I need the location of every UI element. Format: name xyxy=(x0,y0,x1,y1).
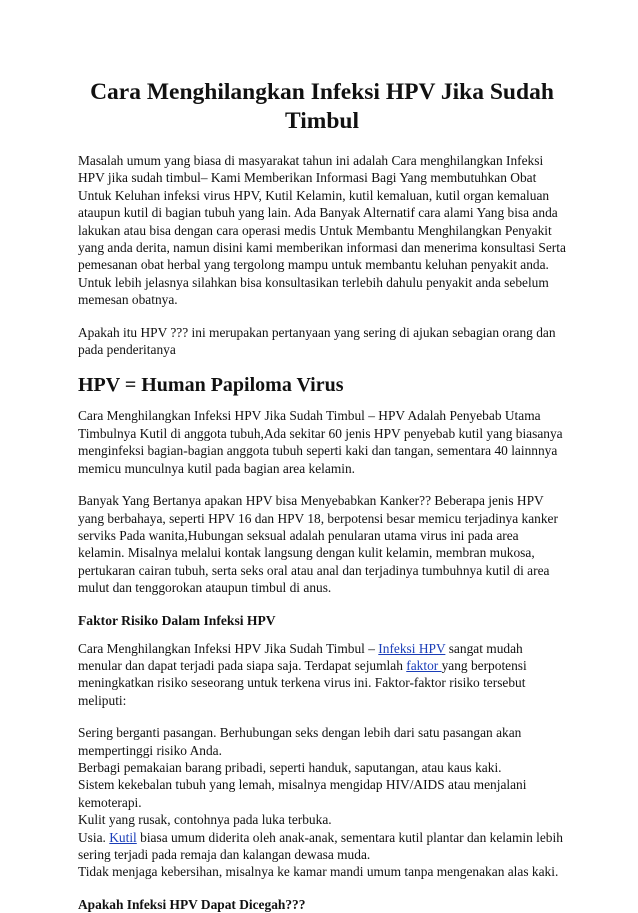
risk-factor-list xyxy=(78,724,566,881)
hpv-section-heading: HPV = Human Papiloma Virus xyxy=(78,374,344,397)
risk-item: Sering berganti pasangan. Berhubungan seks dengan lebih dari satu pasangan akan mempertinggi risiko Anda. xyxy=(78,725,522,758)
risk-item: Sistem kekebalan tubuh yang lemah, misalnya mengidap HIV/AIDS atau menjalani kemoterapi. xyxy=(78,777,527,810)
risk-item-text: biasa umum diderita oleh anak-anak, sementara kutil plantar dan kelamin lebih sering terjadi pada remaja dan kalangan dewasa muda. xyxy=(78,829,563,862)
risk-section-heading: Faktor Risiko Dalam Infeksi HPV xyxy=(78,612,276,628)
risk-item: Kulit yang rusak, contohnya pada luka terbuka. xyxy=(78,812,332,828)
risk-intro-text-3: yang berpotensi meningkatkan risiko seseorang untuk terkena virus ini. Faktor-faktor risiko tersebut meliputi: xyxy=(78,657,527,708)
infeksi-hpv-link[interactable]: Infeksi HPV xyxy=(378,640,446,656)
risk-item: Berbagi pemakaian barang pribadi, seperti handuk, saputangan, atau kaus kaki. xyxy=(78,759,502,775)
page-title: Cara Menghilangkan Infeksi HPV Jika Sudah Timbul xyxy=(90,79,554,134)
risk-intro-text-1: Cara Menghilangkan Infeksi HPV Jika Sudah Timbul – xyxy=(78,640,379,656)
hpv-paragraph-1: Cara Menghilangkan Infeksi HPV Jika Sudah Timbul – HPV Adalah Penyebab Utama Timbulnya Kutil di anggota tubuh,Ada sekitar 60 jenis HPV penyebab kutil yang biasanya menginfeksi bagian-bagian anggota tubuh seperti kaki dan tangan, sementara 40 lainnnya memicu munculnya kutil pada bagian area kelamin. xyxy=(78,408,563,476)
kutil-link[interactable]: Kutil xyxy=(109,829,137,845)
risk-item: Tidak menjaga kebersihan, misalnya ke kamar mandi umum tanpa mengenakan alas kaki. xyxy=(78,864,559,880)
risk-item xyxy=(78,829,566,864)
hpv-paragraph-2: Banyak Yang Bertanya apakan HPV bisa Menyebabkan Kanker?? Beberapa jenis HPV yang berbahaya, seperti HPV 16 dan HPV 18, berpotensi besar memicu terjadinya kanker serviks Pada wanita,Hubungan seksual adalah penularan utama virus ini pada area kelamin. Misalnya melalui kontak langsung dengan kulit kelamin, membran mukosa, pertukaran cairan tubuh, serta seks oral atau anal dan terjadinya tumbuhnya kutil di area mulut dan tenggorokan ataupun timbul di anus. xyxy=(78,493,558,596)
intro-paragraph-2: Apakah itu HPV ??? ini merupakan pertanyaan yang sering di ajukan sebagian orang dan pada penderitanya xyxy=(78,324,556,358)
intro-paragraph-1: Masalah umum yang biasa di masyarakat tahun ini adalah Cara menghilangkan Infeksi HPV jika sudah timbul– Kami Memberikan Informasi Bagi Yang membutuhkan Obat Untuk Keluhan infeksi virus HPV, Kutil Kelamin, kutil kemaluan, kutil organ kemaluan ataupun kutil di bagian tubuh yang lain. Ada Banyak Alternatif cara alami Yang bisa anda lakukan atau bisa dengan cara operasi medis Untuk Membantu Menghilangkan Penyakit yang anda derita, namun disini kami memberikan informasi dan menerima konsultasi Serta pemesanan obat herbal yang tergolong mampu untuk membantu keluhan penyakit anda. Untuk lebih jelasnya silahkan bisa konsultasikan terlebih dahulu penyakit anda sebelum memesan obatnya. xyxy=(78,153,566,308)
faktor-link[interactable]: faktor xyxy=(406,657,442,673)
risk-item-text: Usia. xyxy=(78,829,110,845)
prevent-section-heading: Apakah Infeksi HPV Dapat Dicegah??? xyxy=(78,896,306,912)
risk-intro-text-2: sangat mudah menular dan dapat terjadi pada siapa saja. Terdapat sejumlah xyxy=(78,640,523,673)
risk-intro-paragraph xyxy=(78,640,566,710)
